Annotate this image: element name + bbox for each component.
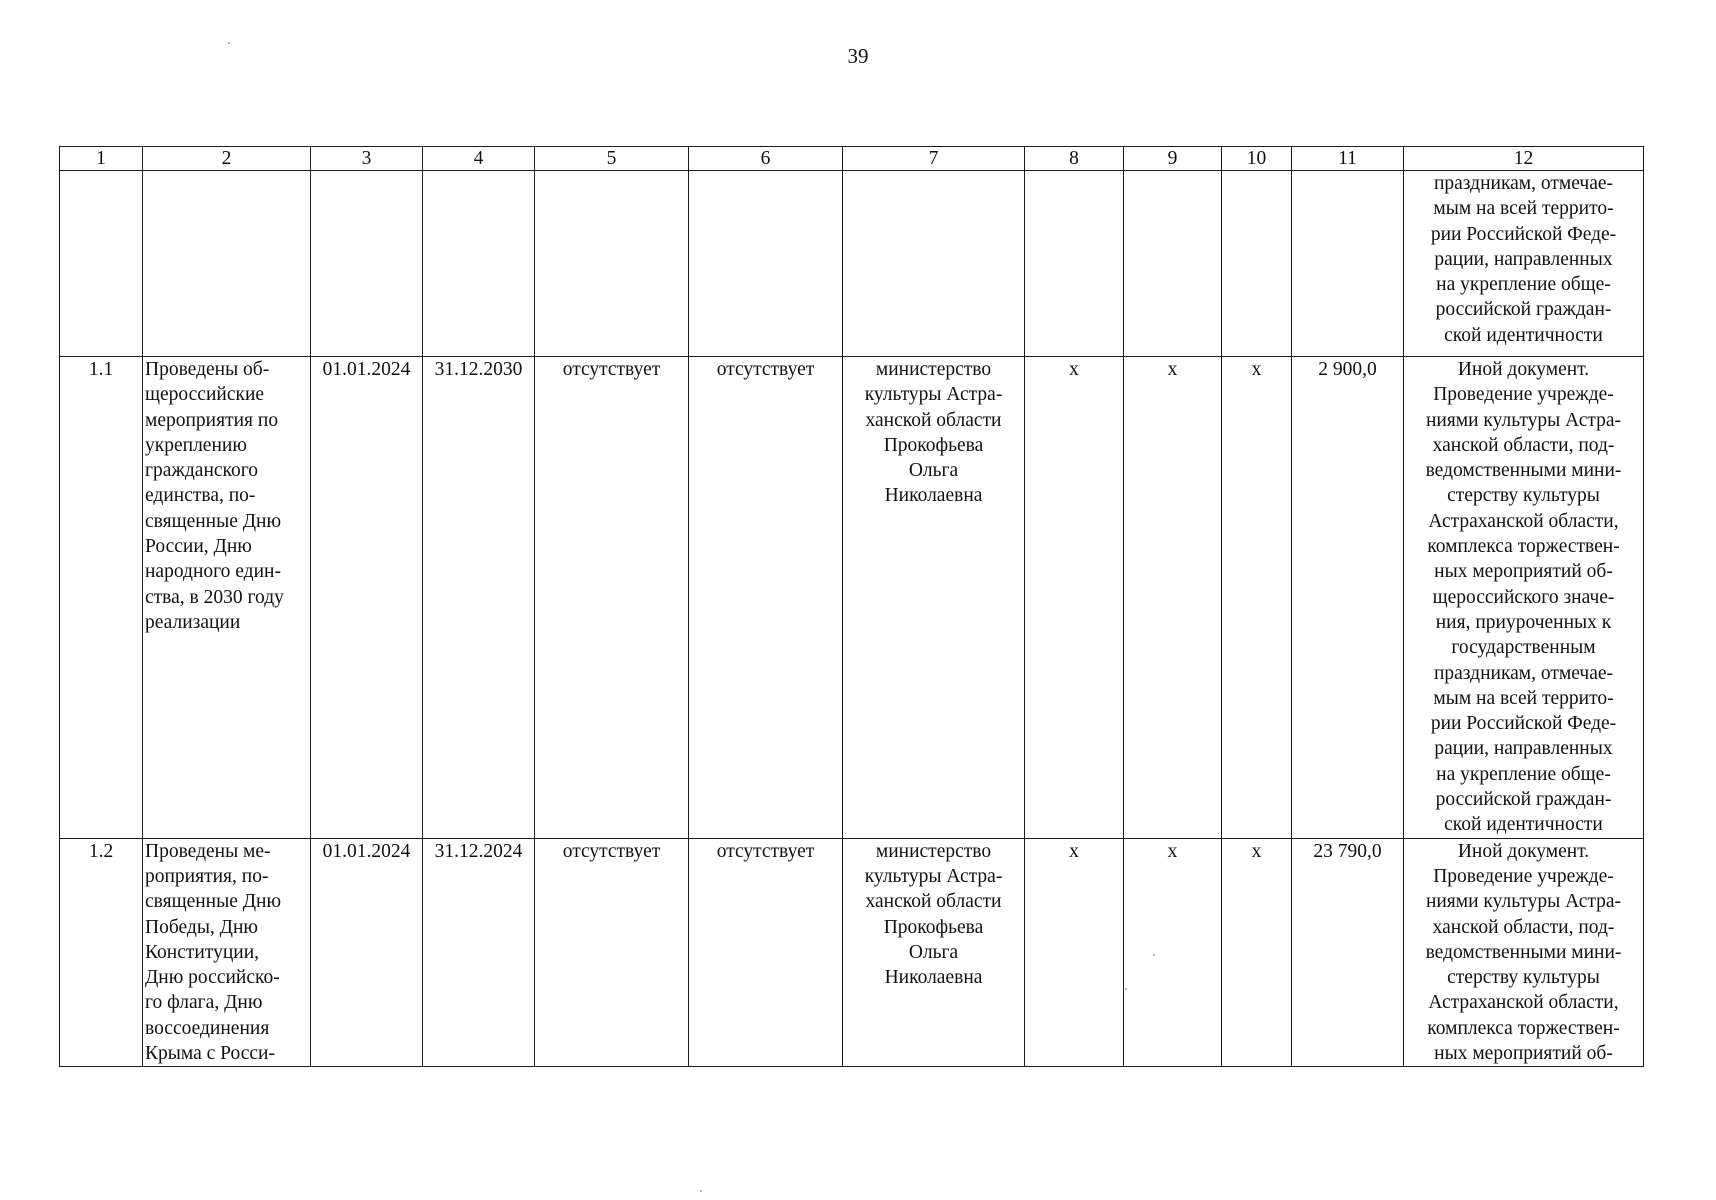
empty-cell [1025,171,1124,357]
text-line: стерству культуры [1447,967,1600,989]
text-line: Проведены ме- [145,840,271,862]
text-line: ниями культуры Астра- [1425,891,1622,913]
document-table [59,146,1644,1067]
amount-cell: 23 790,0 [1292,838,1404,1067]
text-line: Дню российско- [145,967,280,989]
header-row [60,147,1644,171]
text-line: Астраханской области, [1428,992,1619,1014]
text-line: Проведены об- [145,359,270,380]
column-header: 11 [1292,147,1404,171]
start-date-cell: 01.01.2024 [311,838,423,1067]
text-line: ведомственными мини- [1425,460,1622,482]
text-line: ведомственными мини- [1425,941,1622,963]
responsible-cell [843,838,1025,1067]
empty-cell [843,171,1025,357]
text-line: воссоединения [145,1017,270,1039]
text-line: ской идентичности [1444,814,1603,836]
table-row [60,357,1644,839]
text-line: Иной документ. [1457,359,1590,380]
text-line: священные Дню [145,510,282,532]
row-number: 1.1 [60,357,143,839]
text-line: министерство [875,359,992,380]
empty-cell [1292,171,1404,357]
responsible-cell [843,357,1025,839]
start-date-cell: 01.01.2024 [311,357,423,839]
column-header: 5 [535,147,689,171]
column-header: 10 [1222,147,1292,171]
text-line: праздникам, отмечае- [1433,662,1614,684]
text-line: России, Дню [145,536,252,558]
empty-cell [60,171,143,357]
column-header: 7 [843,147,1025,171]
text-line: рии Российской Феде- [1430,223,1617,245]
text-line: ства, в 2030 году [145,586,284,608]
text-line: стерству культуры [1447,485,1600,507]
text-line: Конституции, [145,941,260,963]
text-line: ных мероприятий об- [1434,561,1613,583]
text-line: рации, направленных [1434,248,1613,270]
text-line: Прокофьева [883,434,984,456]
scan-speck [1125,988,1127,990]
text-line: ния, приуроченных к [1435,611,1612,633]
col9-cell: х [1124,357,1222,839]
text-line: мероприятия по [145,409,279,431]
column-header: 12 [1404,147,1644,171]
empty-cell [423,171,535,357]
text-line: ханской области, под- [1432,434,1615,456]
text-line: ханской области [865,891,1002,913]
empty-cell [689,171,843,357]
text-line: народного един- [145,561,281,583]
col5-cell: отсутствует [535,357,689,839]
text-line: рии Российской Феде- [1430,713,1617,735]
text-line: Проведение учрежде- [1433,865,1614,887]
empty-cell [1124,171,1222,357]
result-name-cell [143,838,311,1067]
empty-cell [143,171,311,357]
text-line: ных мероприятий об- [1434,1043,1613,1065]
text-line: государственным [1451,637,1596,659]
col6-cell: отсутствует [689,357,843,839]
page-number: 39 [847,44,869,68]
amount-cell: 2 900,0 [1292,357,1404,839]
text-line: Николаевна [884,967,983,989]
text-line: щероссийского значе- [1432,586,1615,608]
text-line: гражданского [145,460,259,482]
col10-cell: х [1222,357,1292,839]
column-header: 8 [1025,147,1124,171]
text-line: российской граждан- [1435,789,1612,811]
table-row [60,838,1644,1067]
scan-speck [700,1190,702,1192]
note-cell [1404,838,1644,1067]
text-line: ской идентичности [1444,324,1603,346]
text-line: комплекса торжествен- [1427,1017,1620,1039]
empty-cell [311,171,423,357]
column-header: 9 [1124,147,1222,171]
note-cell [1404,171,1644,357]
col10-cell: х [1222,838,1292,1067]
text-line: ханской области, под- [1432,916,1615,938]
text-line: Победы, Дню [145,916,258,938]
text-line: праздникам, отмечае- [1433,173,1614,194]
column-header: 4 [423,147,535,171]
column-header: 6 [689,147,843,171]
text-line: Ольга [908,941,959,963]
column-header: 3 [311,147,423,171]
text-line: Астраханской области, [1428,510,1619,532]
text-line: роприятия, по- [145,865,269,887]
text-line: го флага, Дню [145,992,263,1014]
text-line: Прокофьева [883,916,984,938]
text-line: реализации [145,611,241,633]
text-line: Иной документ. [1457,840,1590,862]
text-line: мым на всей террито- [1433,198,1614,220]
text-line: священные Дню [145,891,282,913]
text-line: Крыма с Росси- [145,1043,275,1065]
text-line: на укрепление обще- [1436,763,1611,785]
text-line: мым на всей террито- [1433,687,1614,709]
column-header: 1 [60,147,143,171]
col8-cell: х [1025,357,1124,839]
row-number: 1.2 [60,838,143,1067]
text-line: Ольга [908,460,959,482]
col8-cell: х [1025,838,1124,1067]
end-date-cell: 31.12.2024 [423,838,535,1067]
text-line: укреплению [145,434,247,456]
text-line: рации, направленных [1434,738,1613,760]
text-line: на укрепление обще- [1436,274,1611,296]
text-line: Проведение учрежде- [1433,384,1614,406]
end-date-cell: 31.12.2030 [423,357,535,839]
empty-cell [1222,171,1292,357]
text-line: Николаевна [884,485,983,507]
col6-cell: отсутствует [689,838,843,1067]
text-line: единства, по- [145,485,256,507]
col9-cell: х [1124,838,1222,1067]
text-line: культуры Астра- [864,865,1003,887]
note-cell [1404,357,1644,839]
continuation-row [60,171,1644,357]
text-line: культуры Астра- [864,384,1003,406]
scan-speck [1153,954,1155,956]
text-line: комплекса торжествен- [1427,536,1620,558]
text-line: ниями культуры Астра- [1425,409,1622,431]
result-name-cell [143,357,311,839]
empty-cell [535,171,689,357]
col5-cell: отсутствует [535,838,689,1067]
scan-speck [228,42,230,44]
text-line: министерство [875,840,992,862]
text-line: щероссийские [145,384,265,406]
text-line: ханской области [865,409,1002,431]
text-line: российской граждан- [1435,299,1612,321]
column-header: 2 [143,147,311,171]
